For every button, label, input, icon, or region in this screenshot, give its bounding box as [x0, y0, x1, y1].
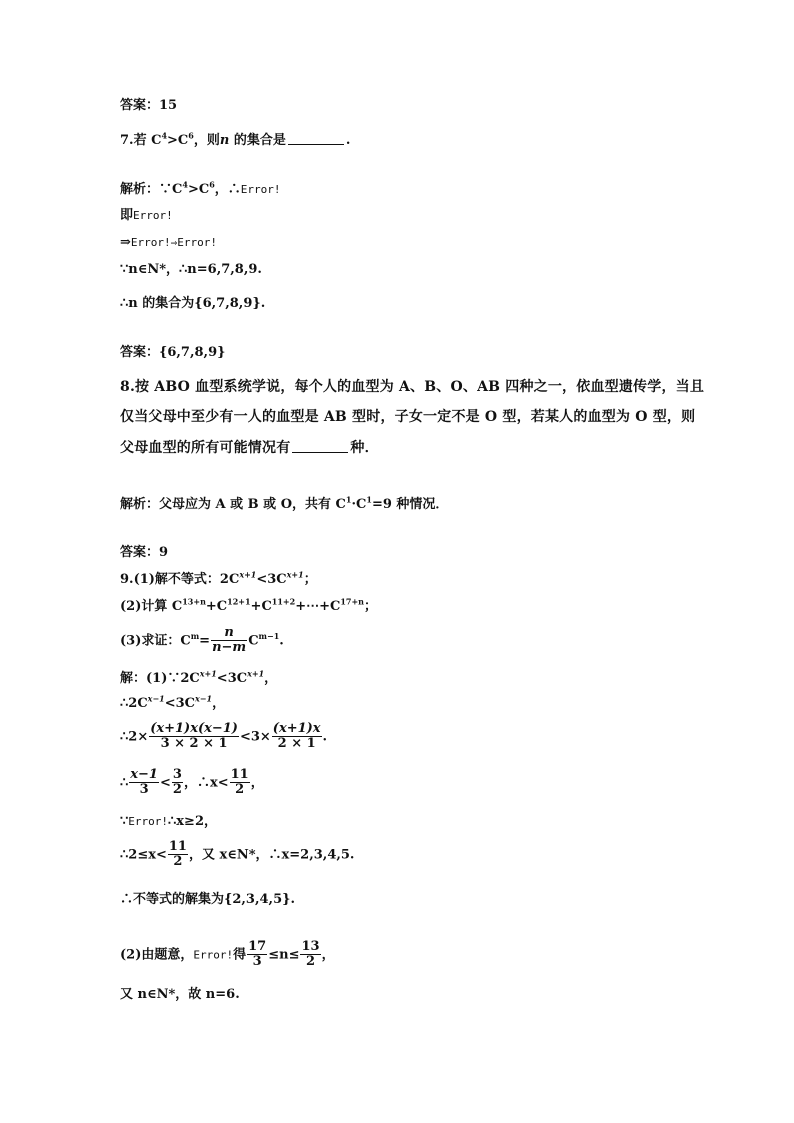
fraction: $\frac{(x+1)x(x-1)}{3 \times 2 \times 1}$ — [150, 721, 238, 752]
fraction: $\frac{11}{2}$ — [230, 767, 249, 798]
solution-9-line-3: ∴2× $\frac{(x+1)x(x-1)}{3 \times 2 \times 1}$ <3× $\frac{(x+1)x}{2 \times 1}$ . — [120, 721, 328, 752]
solution-9-line-6: ∴2≤x< $\frac{11}{2}$ ，又 x∈N*，∴x=2,3,4,5. — [120, 839, 355, 870]
solution-9-part-2-line-2: 又 n∈N*，故 n=6. — [120, 987, 240, 1002]
answer-blank — [288, 143, 344, 145]
question-9-part-3: (3)求证：$C^m=$ $\frac{n}{n-m}$ $C^{m-1}$. — [120, 625, 284, 656]
solution-9-line-5: ∵Error!∴x≥2， — [120, 814, 217, 829]
answer-blank — [292, 451, 348, 453]
question-9-part-1: 9.(1)解不等式：$2C^{x+1}<3C^{x+1}$； — [120, 569, 317, 587]
question-8-line-1: 8.按 ABO 血型系统学说，每个人的血型为 A、B、O、AB 四种之一，依血型遗传学，当且 — [120, 379, 705, 395]
question-8-line-3: 父母血型的所有可能情况有 种． — [120, 440, 379, 456]
answer-q6: 答案：15 — [120, 98, 178, 113]
solution-7-line-4: ∵n∈N*，∴n=6,7,8,9. — [120, 262, 262, 277]
solution-9-part-2-line-1: (2)由题意，Error!得 $\frac{17}{3}$ ≤n≤ $\frac{13}{2}$ ， — [120, 939, 335, 970]
solution-9-line-4: ∴ $\frac{x-1}{3}$ < $\frac{3}{2}$ ，∴x< $\frac{11}{2}$ ， — [120, 767, 264, 798]
solution-7-line-3: ⇒Error!⇒Error! — [120, 235, 217, 250]
question-9-part-2: (2)计算 $C^{13+n}+C^{12+1}+C^{11+2}+\cdots+C^{17+n}$； — [120, 596, 378, 614]
solution-9-line-2: $\therefore 2C^{x-1}<3C^{x-1}$， — [120, 693, 226, 711]
solution-9-line-1: 解：$(1)\because 2C^{x+1}<3C^{x+1}$， — [120, 668, 278, 686]
fraction: $\frac{13}{2}$ — [301, 939, 320, 970]
fraction: $\frac{17}{3}$ — [248, 939, 267, 970]
solution-7-line-5: ∴n 的集合为{6,7,8,9}. — [120, 296, 266, 311]
answer-q8: 答案：9 — [120, 545, 169, 560]
fraction: $\frac{n}{n-m}$ — [212, 625, 247, 656]
fraction: $\frac{3}{2}$ — [172, 767, 182, 798]
fraction: $\frac{x-1}{3}$ — [130, 767, 158, 798]
solution-8: 解析：父母应为 A 或 B 或 O，共有 $C^1\cdot C^1=9$ 种情况． — [120, 494, 449, 512]
solution-7-line-2: 即Error! — [120, 208, 173, 223]
fraction: $\frac{11}{2}$ — [168, 839, 187, 870]
answer-q7: 答案：{6,7,8,9} — [120, 345, 226, 360]
fraction: $\frac{(x+1)x}{2 \times 1}$ — [272, 721, 321, 752]
solution-7-line-1: 解析：$\because C^4>C^6$，∴Error! — [120, 179, 281, 197]
solution-9-line-7: ∴不等式的解集为{2,3,4,5}. — [120, 892, 296, 907]
question-7: 7.若 $C^4>C^6$，则n 的集合是 . — [120, 130, 351, 148]
question-8-line-2: 仅当父母中至少有一人的血型是 AB 型时，子女一定不是 O 型，若某人的血型为 O 型，则 — [120, 409, 696, 425]
